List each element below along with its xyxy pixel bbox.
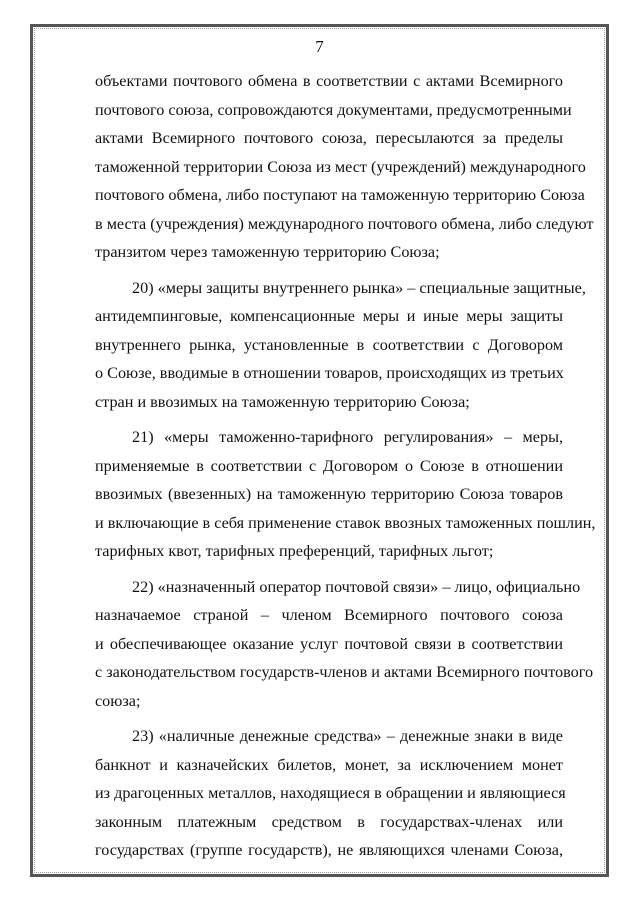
document-page [30, 24, 609, 877]
text-line: применяемые в соответствии с Договором о Союзе в отношении [95, 456, 563, 475]
text-line: союза; [95, 691, 141, 710]
text-line: государствах (группе государств), не являющихся членами Союза, [95, 841, 563, 859]
text-line: тарифных квот, тарифных преференций, тарифных льгот; [95, 542, 494, 560]
page-number: 7 [315, 37, 324, 56]
text-line: 20) «меры защиты внутреннего рынка» – специальные защитные, [132, 278, 586, 297]
paragraph-item-20 [95, 274, 586, 417]
text-line: из драгоценных металлов, находящиеся в обращении и являющиеся [95, 784, 566, 802]
text-line: 21) «меры таможенно-тарифного регулирования» – меры, [132, 428, 563, 446]
paragraph-item-22 [95, 573, 594, 716]
text-line: объектами почтового обмена в соответствии с актами Всемирного [95, 72, 563, 90]
text-line: ввозимых (ввезенных) на таможенную территорию Союза товаров [95, 485, 563, 503]
text-line: 23) «наличные денежные средства» – денежные знаки в виде [132, 727, 563, 745]
document-body [95, 67, 596, 865]
text-line: и обеспечивающее оказание услуг почтовой связи в соответствии [95, 634, 563, 653]
text-line: таможенной территории Союза из мест (учреждений) международного [95, 157, 586, 176]
text-line: стран и ввозимых на таможенную территорию Союза; [95, 392, 470, 411]
text-line: антидемпинговые, компенсационные меры и иные меры защиты [95, 307, 563, 325]
text-line: с законодательством государств-членов и актами Всемирного почтового [95, 663, 594, 681]
text-line: и включающие в себя применение ставок ввозных таможенных пошлин, [95, 513, 596, 532]
text-line: в места (учреждения) международного почтового обмена, либо следуют [95, 214, 594, 233]
text-line: о Союзе, вводимые в отношении товаров, происходящих из третьих [95, 364, 564, 382]
paragraph-spacer [95, 566, 563, 573]
text-line: почтового обмена, либо поступают на таможенную территорию Союза [95, 186, 585, 204]
paragraph-continuation [95, 67, 594, 267]
paragraph-spacer [95, 715, 563, 722]
paragraph-item-21 [95, 423, 596, 566]
paragraph-item-23 [95, 722, 566, 865]
text-line: почтового союза, сопровождаются документами, предусмотренными [95, 100, 572, 119]
text-line: банкнот и казначейских билетов, монет, за исключением монет [95, 755, 563, 774]
text-line: актами Всемирного почтового союза, пересылаются за пределы [95, 129, 563, 147]
text-line: 22) «назначенный оператор почтовой связи» – лицо, официально [132, 577, 581, 596]
text-line: внутреннего рынка, установленные в соответствии с Договором [95, 335, 563, 354]
text-line: законным платежным средством в государствах-членах или [95, 812, 563, 831]
paragraph-spacer [95, 416, 563, 423]
paragraph-spacer [95, 267, 563, 274]
text-line: транзитом через таможенную территорию Союза; [95, 243, 440, 261]
text-line: назначаемое страной – членом Всемирного почтового союза [95, 606, 563, 624]
